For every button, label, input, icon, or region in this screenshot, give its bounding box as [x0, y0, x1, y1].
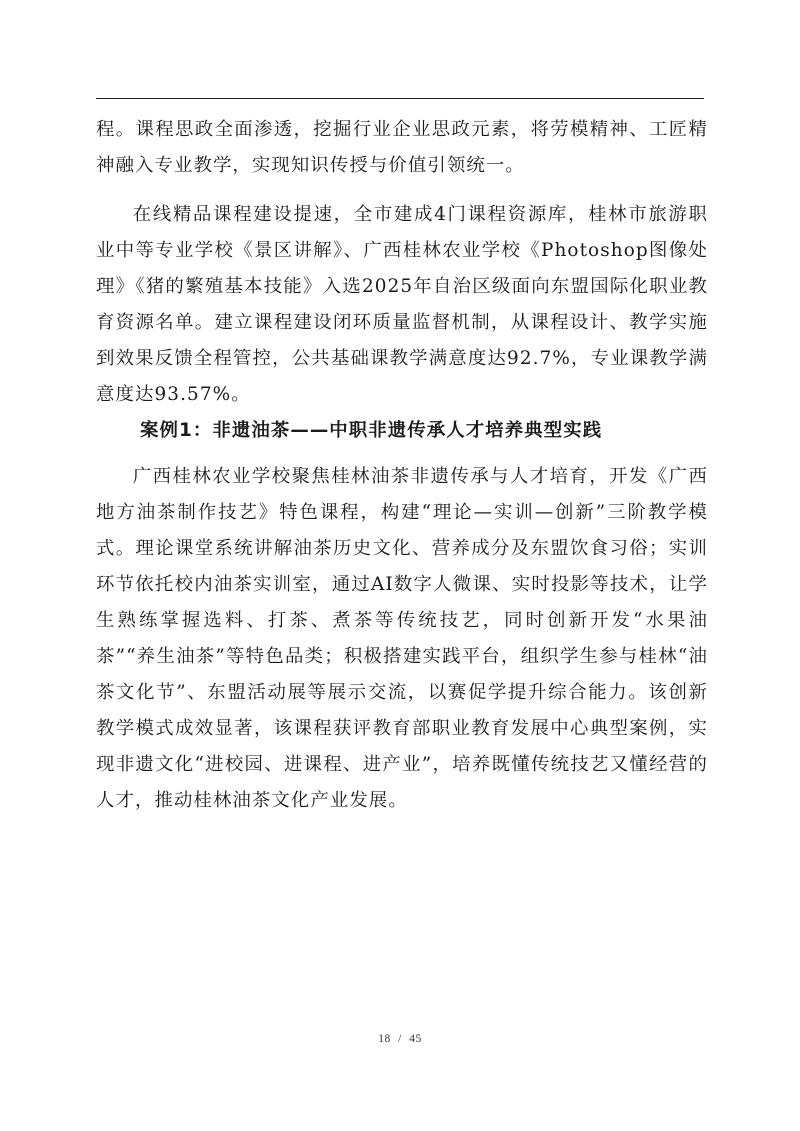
page-body — [96, 112, 708, 819]
case-title: 案例1：非遗油茶——中职非遗传承人才培养典型实践 — [140, 420, 603, 441]
case-body-paragraph: 广西桂林农业学校聚焦桂林油茶非遗传承与人才培育，开发《广西地方油茶制作技艺》特色课程，构建“理论—实训—创新”三阶教学模式。理论课堂系统讲解油茶历史文化、营养成分及东盟饮食习俗；实训环节依托校内油茶实训室，通过AI数字人微课、实时投影等技术，让学生熟练掌握选料、打茶、煮茶等传统技艺，同时创新开发“水果油茶”“养生油茶”等特色品类；积极搭建实践平台，组织学生参与桂林“油茶文化节”、东盟活动展等展示交流，以赛促学提升综合能力。该创新教学模式成效显著，该课程获评教育部职业教育发展中心典型案例，实现非遗文化“进校园、进课程、进产业”，培养既懂传统技艺又懂经营的人才，推动桂林油茶文化产业发展。 — [96, 466, 708, 811]
current-page-number: 18 — [378, 1033, 391, 1045]
page-number — [0, 1033, 800, 1045]
page-separator: / — [398, 1033, 402, 1045]
header-rule — [96, 98, 704, 99]
continuation-paragraph: 程。课程思政全面渗透，挖掘行业企业思政元素，将劳模精神、工匠精神融入专业教学，实现知识传授与价值引领统一。 — [96, 119, 708, 176]
total-pages-number: 45 — [409, 1033, 422, 1045]
online-courses-paragraph: 在线精品课程建设提速，全市建成4门课程资源库，桂林市旅游职业中等专业学校《景区讲解》、广西桂林农业学校《Photoshop图像处理》《猪的繁殖基本技能》入选2025年自治区级面向东盟国际化职业教育资源名单。建立课程建设闭环质量监督机制，从课程设计、教学实施到效果反馈全程管控，公共基础课教学满意度达92.7%，专业课教学满意度达93.57%。 — [96, 204, 708, 405]
